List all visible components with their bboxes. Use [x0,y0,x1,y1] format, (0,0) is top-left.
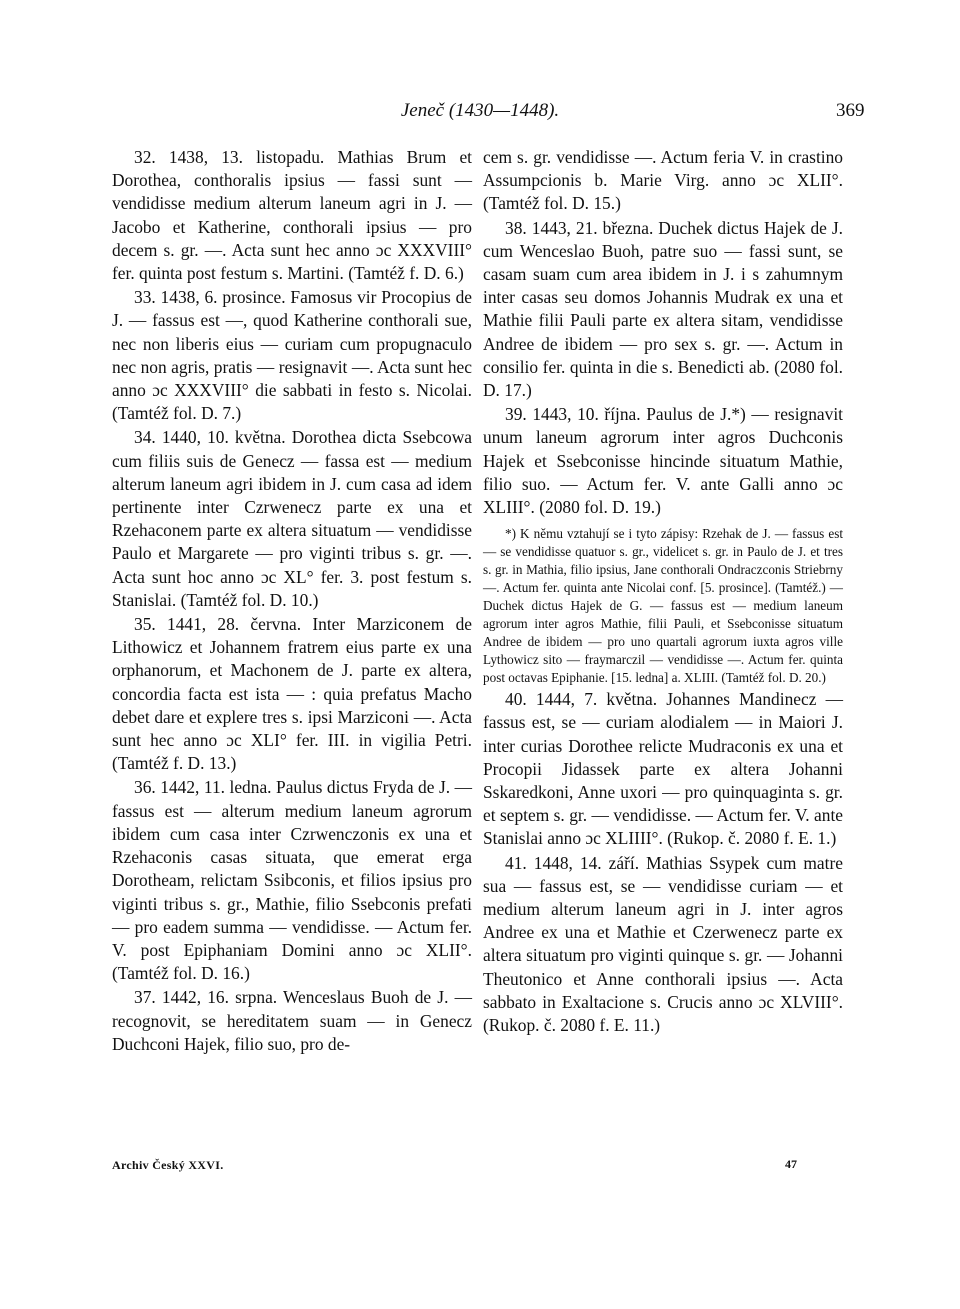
entry-35: 35. 1441, 28. června. Inter Marziconem de Lithowicz et Johannem fratrem eius parte ex una orphanorum, et Machonem de J. parte ex altera, concordia facta est ista — : quia prefatus Macho debet dare et explere tres s. ipsi Marziconi —. Acta sunt hec anno ɔc XLI° fer. III. in vigilia Petri. (Tamtéž f. D. 13.) [112,614,472,774]
signature-mark: Archiv Český XXVI. [112,1158,224,1172]
right-column [483,146,843,1037]
entry-38: 38. 1443, 21. března. Duchek dictus Hajek de J. cum Wenceslao Buoh, patre suo — fassi sunt, se casam suam cum area ibidem in J. i s zahumnym inter casas seu domos Johannis Mudrak ex una et Mathie filii Pauli parte ex altera sitam, vendidisse Andree de ibidem — pro sex s. gr. —. Actum in consilio fer. quinta in die s. Benedicti ab. (2080 fol. D. 17.) [483,217,843,401]
entry-33: 33. 1438, 6. prosince. Famosus vir Procopius de J. — fassus est —, quod Katherine conthorali sue, nec non liberis eius — curiam cum propugnaculo nec non agris, pratis — resignavit —. Acta sunt hec anno ɔc XXXVIII° die sabbati in festo s. Nicolai. (Tamtéž fol. D. 7.) [112,287,472,424]
entry-34: 34. 1440, 10. května. Dorothea dicta Ssebcowa cum filiis suis de Genecz — fassa est — medium alterum laneum agri ibidem in J. cum casa ad idem pertinente inter Czrwenecz parte ex una et Rzehaconem parte ex altera situatum — vendidisse Paulo et Margarete — pro viginti tribus s. gr. —. Acta sunt hoc anno ɔc XL° fer. 3. post festum s. Stanislai. (Tamtéž fol. D. 10.) [112,427,472,610]
entry-41: 41. 1448, 14. září. Mathias Ssypek cum matre sua — fassus est, se — vendidisse curiam — et medium alterum laneum agri in J. inter agros Andree ex una et Mathie et Czerwenecz parte ex altera situatum pro viginti quinque s. gr. — Johanni Theutonico et Anne conthorali ipsius —. Acta sabbato in Exaltacione s. Crucis anno ɔc XLVIII°. (Rukop. č. 2080 f. E. 11.) [483,852,843,1036]
sheet-number: 47 [785,1157,797,1171]
left-column [112,146,472,1056]
entry-36: 36. 1442, 11. ledna. Paulus dictus Fryda de J. — fassus est — alterum medium laneum agrorum ibidem cum casa inter Czrwenczonis ex una et Rzehaconis casas situata, que emerat erga Dorotheam, relictam Ssibconis, et filios ipsius pro viginti tribus s. gr., Mathie, filio Ssebconis prefati — pro eadem summa — vendidisse. — Actum fer. V. post Epiphaniam Domini anno ɔc XLII°. (Tamtéž fol. D. 16.) [112,777,472,984]
entry-39: 39. 1443, 10. října. Paulus de J.*) — resignavit unum laneum agrorum inter agros Duchconis Hajek et Ssebconisse hincinde situatum Mathie, filio suo. — Actum fer. V. ante Galli anno ɔc XLIII°. (2080 fol. D. 19.) [483,404,843,518]
running-title: Jeneč (1430—1448). [400,100,560,121]
entry-37: 37. 1442, 16. srpna. Wenceslaus Buoh de J. — recognovit, se hereditatem suam — in Genecz Duchconi Hajek, filio suo, pro de- [112,987,472,1054]
entry-37-continued: cem s. gr. vendidisse —. Actum feria V. in crastino Assumpcionis b. Marie Virg. anno ɔc XLII°. (Tamtéž fol. D. 15.) [483,147,843,214]
entry-32: 32. 1438, 13. listopadu. Mathias Brum et Dorothea, conthoralis ipsius — fassi sunt — vendidisse medium alterum laneum agri in J. — Jacobo et Katherine, conthorali ipsius — pro decem s. gr. —. Acta sunt hec anno ɔc XXXVIII° fer. quinta post festum s. Martini. (Tamtéž f. D. 6.) [112,147,472,284]
entry-40: 40. 1444, 7. května. Johannes Mandinecz — fassus est, se — curiam alodialem — in Maiori J. inter curias Dorothee relicte Mudraconis ex una et Procopii Jidassek parte ex altera Johanni Sskaredkoni, Anne uxori — pro quinquaginta s. gr. et septem s. gr. — vendidisse. — Actum fer. V. ante Stanislai anno ɔc XLIIII°. (Rukop. č. 2080 f. E. 1.) [483,689,843,849]
footnote: *) K němu vztahují se i tyto zápisy: Rzehak de J. — fassus est — se vendidisse quatuor s. gr., videlicet s. gr. in Paulo de J. et tres s. gr. in Mathia, filio ipsius, Jane conthorali Ondraczconis Striebrny —. Actum fer. quinta ante Nicolai conf. [5. prosince]. (Tamtéž.) — Duchek dictus Hajek de G. — fassus est — medium laneum agrorum inter agros Mathie, filii Pauli, et Ssebconisse situatum Andree de ibidem — pro uno quartali agrorum iuxta agros ville Lythowicz sito — fraymarczil — vendidisse —. Actum fer. quinta post octavas Epiphanie. [15. ledna] a. XLIII. (Tamtéž fol. D. 20.) [483,526,843,686]
page-number: 369 [836,100,865,121]
